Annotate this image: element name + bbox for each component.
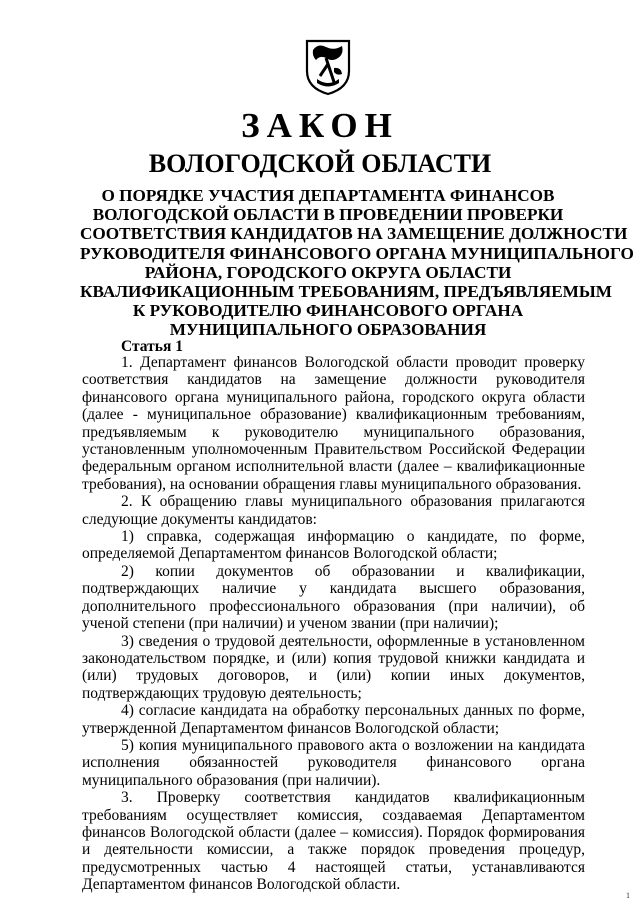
law-subject [80,186,634,340]
list-item: 3) сведения о трудовой деятельности, оформленные в установленном законодательством порядке, и (или) копия трудовой книжки кандидата и (или) трудовых договоров, и (или) копии иных документов, подтверждающих трудовую деятельность; [82,632,585,702]
article-body [82,354,585,894]
subject-line: О ПОРЯДКЕ УЧАСТИЯ ДЕПАРТАМЕНТА ФИНАНСОВ [101,186,555,205]
document-title: ЗАКОН [241,106,399,145]
article-title: Статья 1 [121,338,183,355]
subject-line: РАЙОНА, ГОРОДСКОГО ОКРУГА ОБЛАСТИ [144,262,512,282]
subject-line: РУКОВОДИТЕЛЯ ФИНАНСОВОГО ОРГАНА МУНИЦИПАЛЬНОГО [80,243,634,263]
subject-line: СООТВЕТСТВИЯ КАНДИДАТОВ НА ЗАМЕЩЕНИЕ ДОЛЖНОСТИ [80,224,628,244]
paragraph: 3. Проверку соответствия кандидатов квалификационным требованиям осуществляет комиссия, создаваемая Департаментом финансов Вологодской области (далее – комиссия). Порядок формирования и деятельности комиссии, а также порядок проведения процедур, предусмотренных частью 4 настоящей статьи, устанавливаются Департаментом финансов Вологодской области. [82,789,585,894]
subject-line: КВАЛИФИКАЦИОННЫМ ТРЕБОВАНИЯМ, ПРЕДЪЯВЛЯЕМЫМ [80,282,612,302]
list-item: 2) копии документов об образовании и квалификации, подтверждающих наличие у кандидата высшего образования, дополнительного профессионального образования (при наличии), об ученой степени (при наличии) и ученом звании (при наличии); [82,562,585,633]
list-item: 4) согласие кандидата на обработку персональных данных по форме, утвержденной Департаментом финансов Вологодской области; [82,702,585,737]
vologda-coat-of-arms-icon [304,38,352,96]
page-number: 1 [626,891,630,900]
list-item: 1) справка, содержащая информацию о кандидате, по форме, определяемой Департаментом финансов Вологодской области; [82,528,585,563]
paragraph: 1. Департамент финансов Вологодской области проводит проверку соответствия кандидатов на замещение должности руководителя финансового органа муниципального района, городского округа области (далее - муниципальное образование) квалификационным требованиям, предъявляемым к руководителю муниципального образования, установленным уполномоченным Правительством Российской Федерации федеральным органом исполнительной власти (далее – квалификационные требования), на основании обращения главы муниципального образования. [82,354,585,493]
subject-line: МУНИЦИПАЛЬНОГО ОБРАЗОВАНИЯ [169,320,487,340]
list-item: 5) копия муниципального правового акта о возложении на кандидата исполнения обязанностей руководителя финансового органа муниципального образования (при наличии). [82,736,585,789]
paragraph: 2. К обращению главы муниципального образования прилагаются следующие документы кандидатов: [82,493,585,528]
subject-line: ВОЛОГОДСКОЙ ОБЛАСТИ В ПРОВЕДЕНИИ ПРОВЕРКИ [92,205,564,225]
document-region: ВОЛОГОДСКОЙ ОБЛАСТИ [148,149,492,178]
subject-line: К РУКОВОДИТЕЛЮ ФИНАНСОВОГО ОРГАНА [132,301,524,321]
